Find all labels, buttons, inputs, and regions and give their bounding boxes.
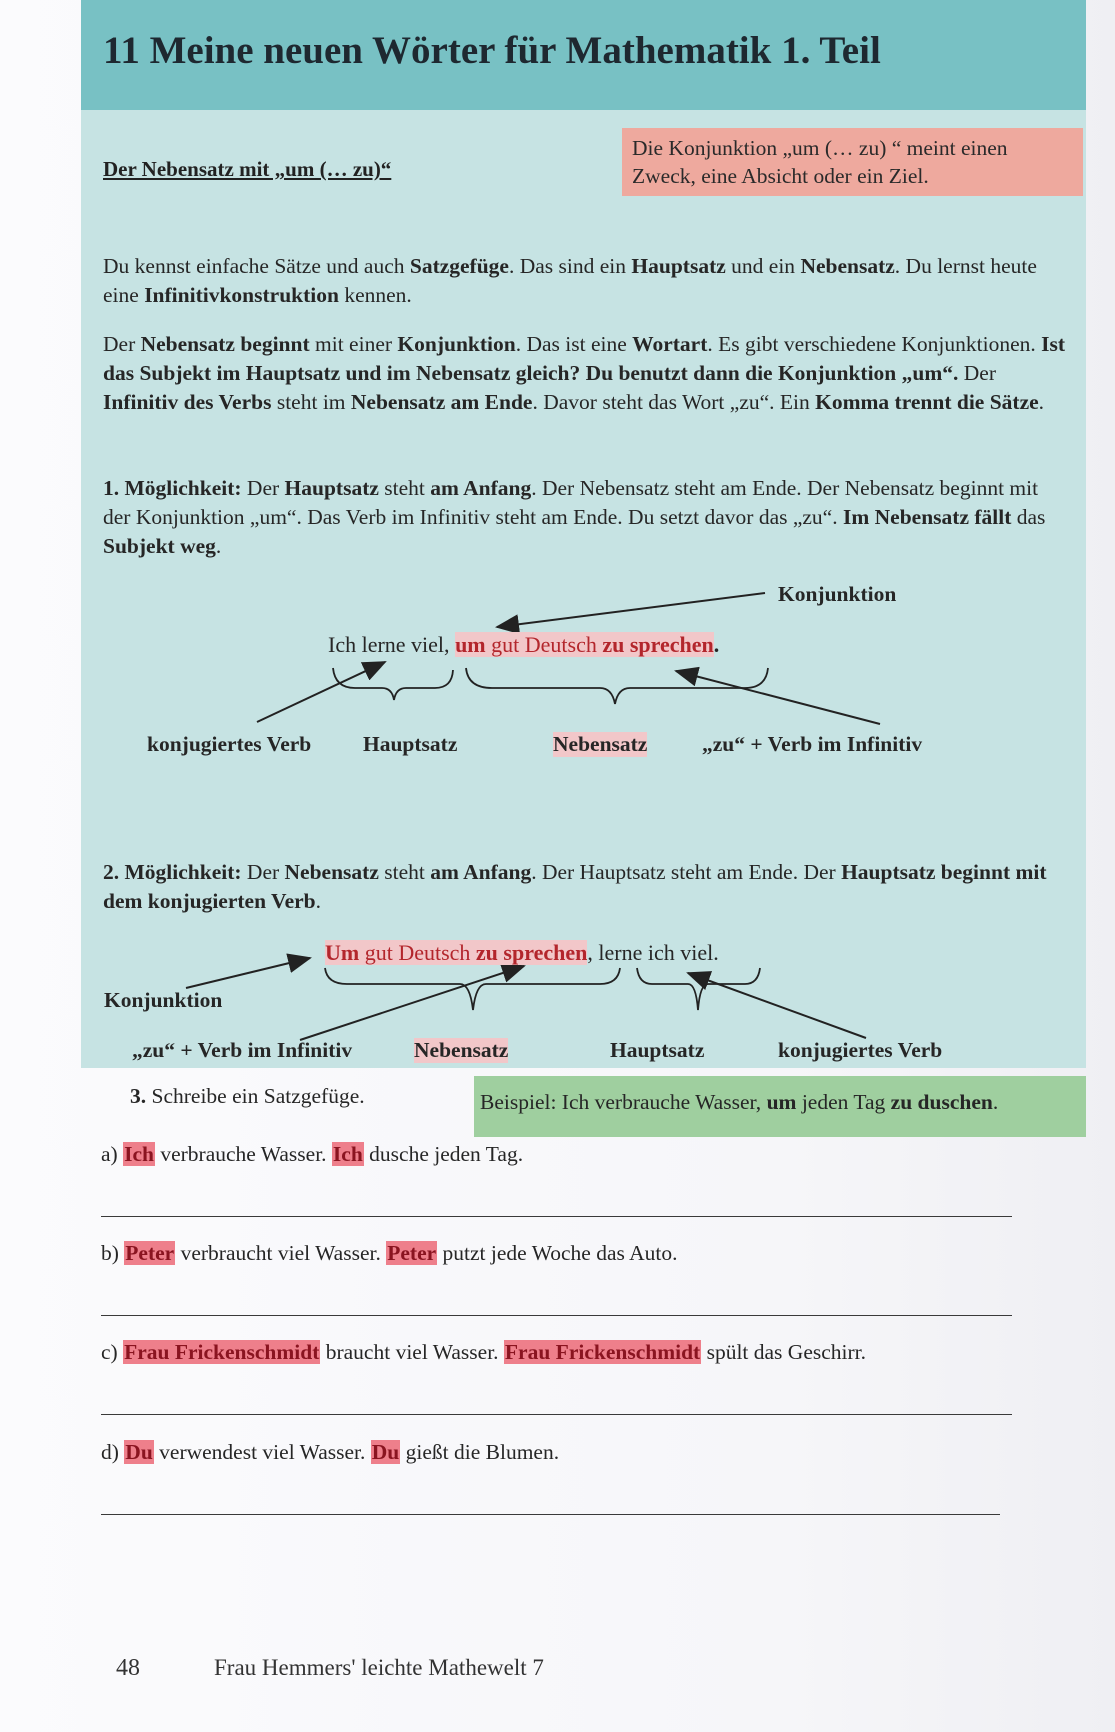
subject-mark: Ich — [124, 1142, 154, 1166]
label-hauptsatz: Hauptsatz — [363, 732, 458, 756]
subject-mark: Frau Frickenschmidt — [504, 1340, 701, 1364]
task-letter: b) — [101, 1241, 119, 1265]
text-run: steht im — [271, 390, 351, 414]
answer-line[interactable] — [101, 1414, 1012, 1415]
text-run: Nebensatz beginnt — [140, 332, 310, 356]
sentence-text: dusche jeden Tag. — [363, 1142, 524, 1166]
text-run: Satzgefüge — [409, 254, 509, 278]
task-letter: d) — [101, 1440, 119, 1464]
text-run: Der — [241, 476, 285, 500]
text-run: am Anfang — [430, 476, 532, 500]
text-run: und ein — [725, 254, 801, 278]
text-run: Der — [103, 332, 141, 356]
task-letter: c) — [101, 1340, 118, 1364]
label-hauptsatz-2: Hauptsatz — [610, 1038, 705, 1062]
text-run: . — [215, 534, 222, 558]
text-run: Du kennst einfache Sätze und auch — [103, 254, 410, 278]
text-run: . — [1038, 390, 1045, 414]
task-item — [101, 1340, 866, 1365]
sentence-text: putzt jede Woche das Auto. — [437, 1241, 678, 1265]
text-run: kennen. — [338, 283, 412, 307]
text-run: Der — [241, 860, 285, 884]
text-run: . Es gibt verschiedene Konjunktionen. — [707, 332, 1042, 356]
subject-mark: Du — [125, 1440, 153, 1464]
text-run: 2. Möglichkeit: — [103, 860, 242, 884]
text-run: . Der Hauptsatz steht am Ende. Der — [531, 860, 842, 884]
text-run: Hauptsatz — [631, 254, 726, 278]
label-nebensatz: Nebensatz — [553, 732, 648, 756]
text-run: . — [315, 889, 321, 913]
example-sentence-1: Ich lerne viel, um gut Deutsch zu sprechen. — [328, 632, 720, 657]
label-konjugiertes-verb-2: konjugiertes Verb — [778, 1038, 943, 1062]
text-run: Komma trennt die Sätze — [815, 390, 1039, 414]
task-item — [101, 1142, 523, 1167]
text-run: Nebensatz am Ende — [350, 390, 533, 414]
example-box: Beispiel: Ich verbrauche Wasser, um jeden Tag zu duschen. — [474, 1076, 1086, 1137]
task-letter: a) — [101, 1142, 118, 1166]
example-sentence-2: Um gut Deutsch zu sprechen, lerne ich viel. — [325, 940, 719, 965]
answer-line[interactable] — [101, 1216, 1012, 1217]
text-run: . Das sind ein — [508, 254, 632, 278]
text-run: am Anfang — [430, 860, 532, 884]
text-run: steht — [378, 476, 431, 500]
text-run: Hauptsatz — [284, 476, 379, 500]
text-run: . Davor steht das Wort „zu“. Ein — [532, 390, 816, 414]
page-number: 48 — [116, 1655, 140, 1681]
text-run: mit einer — [309, 332, 398, 356]
subject-mark: Frau Frickenschmidt — [124, 1340, 320, 1364]
task-item — [101, 1241, 677, 1266]
info-box: Die Konjunktion „um (… zu) “ meint einen Zweck, eine Absicht oder ein Ziel. — [622, 128, 1083, 196]
text-run: Im Nebensatz fällt — [842, 505, 1012, 529]
text-run: . Du lernst heute eine — [103, 254, 1037, 307]
section-heading: Der Nebensatz mit „um (… zu)“ — [103, 157, 392, 181]
text-run: . Das ist eine — [515, 332, 633, 356]
label-zu-infinitiv: „zu“ + Verb im Infinitiv — [702, 732, 923, 756]
sentence-text: braucht viel Wasser. — [320, 1340, 504, 1364]
answer-line[interactable] — [101, 1315, 1012, 1316]
sentence-text: gießt die Blumen. — [400, 1440, 560, 1464]
subject-mark: Du — [371, 1440, 400, 1464]
subject-mark: Peter — [125, 1241, 175, 1265]
label-nebensatz-2: Nebensatz — [414, 1038, 509, 1062]
sentence-text: spült das Geschirr. — [701, 1340, 867, 1364]
text-run: 1. Möglichkeit: — [103, 476, 242, 500]
text-run: Nebensatz — [800, 254, 895, 278]
label-konjunktion-2: Konjunktion — [104, 988, 223, 1012]
text-run: . Der Nebensatz steht am Ende. Der Nebensatz beginnt mit der Konjunktion „um“. Das Verb im Infinitiv steht am Ende. Du setzt davor das „zu“. — [103, 476, 1039, 529]
label-konjugiertes-verb: konjugiertes Verb — [147, 732, 312, 756]
answer-line[interactable] — [101, 1514, 1000, 1515]
sentence-text: verbrauche Wasser. — [154, 1142, 332, 1166]
subject-mark: Peter — [387, 1241, 437, 1265]
sentence-text: verbraucht viel Wasser. — [175, 1241, 387, 1265]
text-run: Nebensatz — [284, 860, 379, 884]
task-item — [101, 1440, 559, 1465]
label-konjunktion: Konjunktion — [778, 582, 897, 606]
label-zu-infinitiv-2: „zu“ + Verb im Infinitiv — [132, 1038, 353, 1062]
subject-mark: Ich — [332, 1142, 363, 1166]
text-run: Der — [958, 361, 996, 385]
text-run: Infinitiv des Verbs — [103, 390, 272, 414]
text-run: Ist das Subjekt im Hauptsatz und im Nebensatz gleich? Du benutzt dann die Konjunktion „um“. — [103, 332, 1066, 385]
text-run: Hauptsatz beginnt mit dem konjugierten Verb — [103, 860, 1047, 913]
text-run: Subjekt weg — [103, 534, 216, 558]
text-run: Infinitivkonstruktion — [144, 283, 339, 307]
text-run: Wortart — [632, 332, 708, 356]
book-title: Frau Hemmers' leichte Mathewelt 7 — [214, 1655, 544, 1680]
text-run: das — [1011, 505, 1046, 529]
sentence-text: verwendest viel Wasser. — [153, 1440, 371, 1464]
text-run: Konjunktion — [397, 332, 516, 356]
chapter-title: 11 Meine neuen Wörter für Mathematik 1. Teil — [103, 29, 881, 72]
text-run: steht — [378, 860, 431, 884]
task-instruction: 3. Schreibe ein Satzgefüge. — [130, 1084, 365, 1108]
